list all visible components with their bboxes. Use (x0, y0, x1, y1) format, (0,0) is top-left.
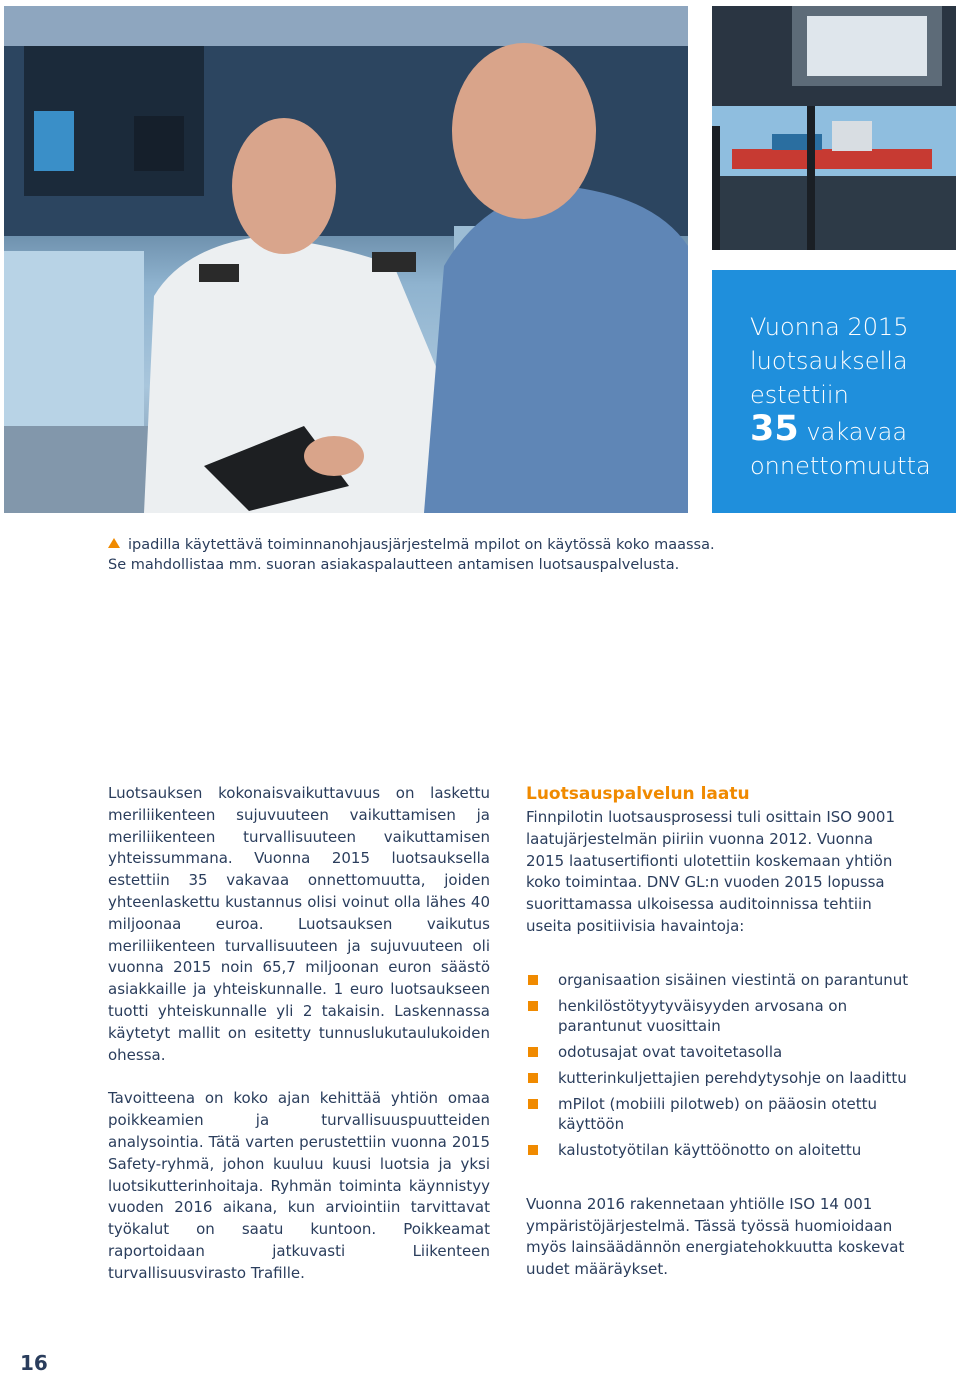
body-paragraph: Luotsauksen kokonaisvaikuttavuus on laskettu meriliikenteen sujuvuuteen vaikuttamisen ja meriliikenteen turvallisuuteen vaikuttamisen yhteissummana. Vuonna 2015 luotsauksella estettiin 35 vakavaa onnettomuutta, joiden yhteenlaskettu kustannus olisi voinut olla lähes 40 miljoonaa euroa. Luotsauksen vaikutus meriliikenteen turvallisuuteen ja sujuvuuteen oli vuonna 2015 noin 65,7 miljoonan euron säästö asiakkaille ja yhteiskunnalle. 1 euro luotsaukseen tuotti yhteiskunnalle yli 2 takaisin. Laskennassa käytetyt mallit on esitetty tunnuslukutaulukoiden ohessa. (108, 784, 490, 1064)
body-paragraph: Finnpilotin luotsausprosessi tuli osittain ISO 9001 laatujärjestelmän piiriin vuonna 2012. Vuonna 2015 laatusertifionti ulotettiin koskemaan yhtiön koko toimintaa. DNV GL:n vuoden 2015 lopussa suorittamassa ulkoisessa auditoinnissa tehtiin useita positiivisia havaintoja: (526, 808, 896, 935)
list-item-text: organisaation sisäinen viestintä on parantunut (558, 970, 909, 989)
caption-line1: ipadilla käytettävä toiminnanohjausjärjestelmä mpilot on käytössä koko maassa. (128, 537, 715, 553)
quote-line: onnettomuutta (750, 452, 931, 480)
list-item-text: henkilöstötyytyväisyyden arvosana on parantunut vuosittain (558, 996, 848, 1035)
quote-line: luotsauksella (750, 347, 908, 375)
list-item (526, 1042, 910, 1062)
photo-caption (108, 535, 768, 575)
findings-list (526, 970, 910, 1160)
list-item (526, 1140, 910, 1160)
quote-line: estettiin (750, 381, 849, 409)
list-item-text: odotusajat ovat tavoitetasolla (558, 1042, 783, 1061)
bridge-photo (4, 6, 688, 513)
right-text-column (526, 783, 910, 1281)
square-bullet-icon (528, 1047, 538, 1057)
quote-line-number (750, 409, 936, 449)
square-bullet-icon (528, 1145, 538, 1155)
left-text-column (108, 783, 490, 1307)
square-bullet-icon (528, 975, 538, 985)
list-item-text: kalustotyötilan käyttöönotto on aloitettu (558, 1140, 862, 1159)
bridge-photo-illustration (4, 6, 688, 513)
square-bullet-icon (528, 1001, 538, 1011)
list-item (526, 996, 910, 1036)
list-item (526, 1068, 910, 1088)
quote-word: vakavaa (806, 418, 908, 446)
section-heading: Luotsauspalvelun laatu (526, 784, 750, 804)
list-item (526, 970, 910, 990)
caption-line2: Se mahdollistaa mm. suoran asiakaspalautteen antamisen luotsauspalvelusta. (108, 557, 680, 573)
body-paragraph: Vuonna 2016 rakennetaan yhtiölle ISO 14 001 ympäristöjärjestelmä. Tässä työssä huomioidaan myös lainsäädännön energiatehokkuutta koskevat uudet määräykset. (526, 1194, 905, 1279)
page-number: 16 (20, 1351, 48, 1375)
tanker-photo-illustration (712, 6, 956, 250)
triangle-up-icon (108, 538, 120, 548)
quote-line: Vuonna 2015 (750, 313, 909, 341)
highlight-quote-box (712, 270, 956, 513)
list-item (526, 1094, 910, 1134)
caption-line (108, 535, 768, 555)
list-item-text: kutterinkuljettajien perehdytysohje on laadittu (558, 1068, 907, 1087)
quote-number: 35 (750, 409, 799, 449)
square-bullet-icon (528, 1073, 538, 1083)
highlight-quote (750, 310, 936, 483)
body-paragraph: Tavoitteena on koko ajan kehittää yhtiön omaa poikkeamien ja turvallisuuspuutteiden analysointia. Tätä varten perustettiin vuonna 2015 Safety-ryhmä, johon kuuluu kuusi luotsia ja yksi luotsikutterinhoitaja. Ryhmän toiminta käynnistyy vuoden 2016 aikana, kun arviointiin tarvittavat työkalut on saatu kuntoon. Poikkeamat raportoidaan jatkuvasti Liikenteen turvallisuusvirasto Trafille. (108, 1089, 490, 1282)
square-bullet-icon (528, 1099, 538, 1109)
tanker-photo (712, 6, 956, 250)
list-item-text: mPilot (mobiili pilotweb) on pääosin otettu käyttöön (558, 1094, 877, 1133)
